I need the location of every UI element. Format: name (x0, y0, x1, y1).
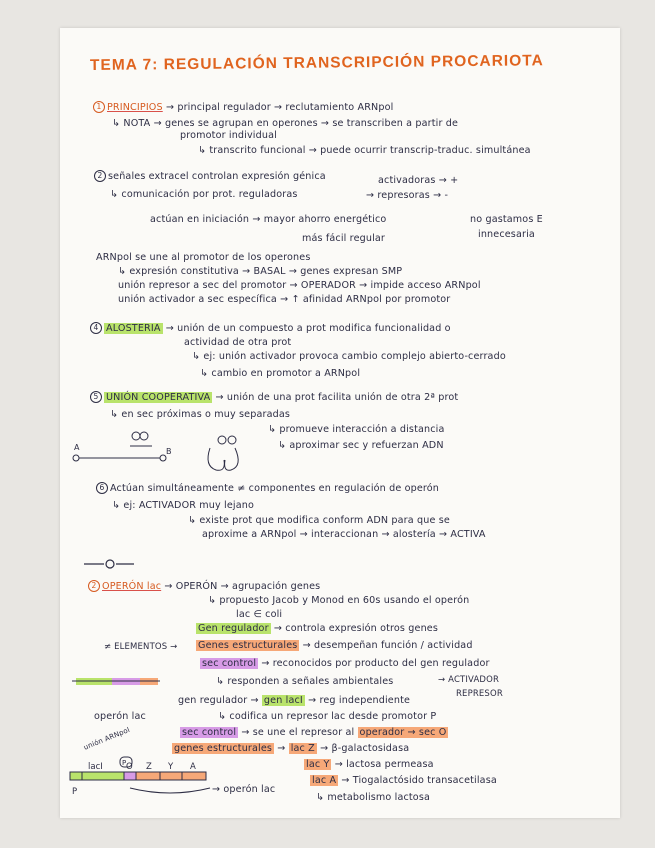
diagram-label-b: B (166, 447, 172, 456)
element-name: Gen regulador (198, 623, 269, 634)
section-number: 2 (88, 580, 100, 592)
text-span: → Tiogalactósido transacetilasa (341, 775, 497, 786)
map-gene-label: O (126, 762, 133, 772)
element-desc: → desempeñan función / actividad (302, 640, 473, 651)
section-heading: PRINCIPIOS (107, 102, 163, 113)
text-line: más fácil regular (302, 233, 386, 244)
map-gene-label: lacI (88, 762, 103, 772)
text-span: gen regulador → (178, 695, 259, 706)
text-line: REPRESOR (456, 689, 503, 699)
text-line: ↳ en sec próximas o muy separadas (110, 409, 291, 420)
elements-label: ≠ ELEMENTOS → (104, 642, 178, 652)
operon-map (60, 28, 620, 818)
text-span: señales extracel controlan expresión génica (108, 171, 326, 182)
gene-name: lac A (312, 775, 337, 786)
text-line: actúan en iniciación → mayor ahorro energético (150, 214, 387, 225)
text-line: operón lac (94, 711, 146, 722)
text-span: → β-galactosidasa (320, 743, 410, 754)
text-line: ↳ metabolismo lactosa (316, 792, 431, 803)
text-span: → lactosa permeasa (334, 759, 434, 770)
text-line: activadoras → + (378, 175, 459, 186)
map-gene-label: Z (146, 762, 152, 772)
text-line: → principal regulador → reclutamiento ARNpol (165, 102, 394, 113)
text-line: unión activador a sec específica → ↑ afinidad ARNpol por promotor (118, 294, 451, 305)
section-heading: OPERÓN lac (102, 581, 162, 592)
text-line: unión represor a sec del promotor → OPERADOR → impide acceso ARNpol (118, 280, 481, 291)
section-number: 5 (90, 391, 102, 403)
text-span: → unión de un compuesto a prot modifica funcionalidad o (165, 323, 451, 334)
section-number: 1 (93, 101, 105, 113)
element-name: Genes estructurales (198, 640, 298, 651)
text-line: promotor individual (180, 130, 277, 141)
map-gene-label: P (72, 787, 78, 797)
element-desc: → controla expresión otros genes (273, 623, 439, 634)
section-number: 4 (90, 322, 102, 334)
element-name: sec control (202, 658, 257, 669)
gene-name: sec control (182, 727, 237, 738)
text-line: no gastamos E (470, 214, 543, 225)
text-span: → unión de una prot facilita unión de otra 2ª prot (215, 392, 459, 403)
section-number: 2 (94, 170, 106, 182)
text-line: ↳ comunicación por prot. reguladoras (110, 189, 298, 200)
text-line: ARNpol se une al promotor de los operones (96, 252, 311, 263)
text-line: actividad de otra prot (184, 337, 292, 348)
section-number: 6 (96, 482, 108, 494)
text-line: → represoras → - (366, 190, 449, 201)
notebook-page (60, 28, 620, 818)
text-span: → (277, 743, 286, 754)
text-span: → reg independiente (308, 695, 411, 706)
map-gene-label: Y (168, 762, 174, 772)
text-line: ↳ transcrito funcional → puede ocurrir transcrip-traduc. simultánea (198, 145, 531, 156)
text-line: ↳ cambio en promotor a ARNpol (200, 368, 361, 379)
text-line: ↳ propuesto Jacob y Monod en 60s usando el operón (208, 595, 470, 606)
text-line: ↳ ej: unión activador provoca cambio complejo abierto-cerrado (192, 351, 506, 362)
text-line: → ACTIVADOR (438, 675, 500, 685)
text-line: ↳ aproximar sec y refuerzan ADN (278, 440, 444, 451)
text-span: → se une el represor al (241, 727, 355, 738)
text-line: lac ∈ coli (236, 609, 283, 620)
text-line: ↳ promueve interacción a distancia (268, 424, 445, 435)
section-heading: UNIÓN COOPERATIVA (106, 392, 211, 403)
gene-name: genes estructurales (174, 743, 273, 754)
map-operon-label: → operón lac (212, 784, 276, 795)
map-label: unión ARNpol (82, 725, 132, 752)
element-desc: → reconocidos por producto del gen regulador (261, 658, 490, 669)
gene-name: operador → sec O (359, 727, 447, 738)
gene-name: lac Y (306, 759, 330, 770)
text-line: ↳ existe prot que modifica conform ADN para que se (188, 515, 450, 526)
text-line: ↳ codifica un represor lac desde promotor P (218, 711, 437, 722)
text-line: aproxime a ARNpol → interaccionan → alostería → ACTIVA (202, 529, 486, 540)
page-title: TEMA 7: REGULACIÓN TRANSCRIPCIÓN PROCARIOTA (89, 52, 544, 74)
text-line: ↳ NOTA → genes se agrupan en operones → se transcriben a partir de (112, 118, 459, 129)
gene-name: lac Z (290, 743, 315, 754)
text-span: Actúan simultáneamente ≠ componentes en regulación de operón (110, 483, 440, 494)
text-line: ↳ responden a señales ambientales (216, 676, 394, 687)
section-heading: ALOSTERIA (106, 323, 161, 334)
map-gene-label: A (190, 762, 196, 772)
text-line: ↳ ej: ACTIVADOR muy lejano (112, 500, 255, 511)
diagram-label-a: A (74, 443, 80, 452)
map-promoter-label: P (122, 759, 127, 767)
text-line: innecesaria (478, 229, 535, 240)
text-span: → OPERÓN → agrupación genes (164, 581, 321, 592)
text-line: ↳ expresión constitutiva → BASAL → genes expresan SMP (118, 266, 403, 277)
gene-name: gen lacI (263, 695, 303, 706)
